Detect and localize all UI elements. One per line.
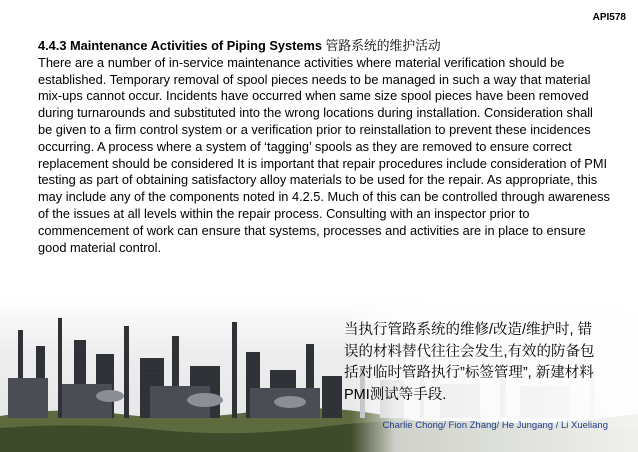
document-tag: API578 bbox=[592, 12, 626, 23]
section-heading-chinese: 管路系统的维护活动 bbox=[322, 38, 441, 53]
section-body-text: There are a number of in-service maintenance activities where material verification should be established. Temporary removal of spool pieces needs to be managed in such a way that material mix-ups cannot occur. Incidents have occurred when same size spool pieces have been removed during turnarounds and substituted into the wrong locations during installation. Consideration shall be given to a firm control system or a verification prior to reinstallation to prevent these incidences occurring. A process where a system of ‘tagging’ spools as they are removed to ensure correct replacement should be considered It is important that repair procedures include consideration of PMI testing as part of obtaining satisfactory alloy materials to be used for the repair. As appropriate, this may include any of the components noted in 4.2.5. Much of this can be controlled through awareness of the issues at all levels within the repair process. Consulting with an inspector prior to commencement of work can ensure that systems, processes and activities are in place to ensure good material control. bbox=[38, 54, 610, 255]
body-paragraph bbox=[38, 38, 610, 256]
chinese-summary-text: 当执行管路系统的维修/改造/维护时, 错误的材料替代往往会发生,有效的防备包括对临时管路执行”标签管理”, 新建材料PMI测试等手段. bbox=[344, 322, 595, 403]
author-credit: Charlie Chong/ Fion Zhang/ He Jungang / Li Xueliang bbox=[382, 420, 608, 431]
section-heading: 4.4.3 Maintenance Activities of Piping Systems bbox=[38, 38, 322, 53]
